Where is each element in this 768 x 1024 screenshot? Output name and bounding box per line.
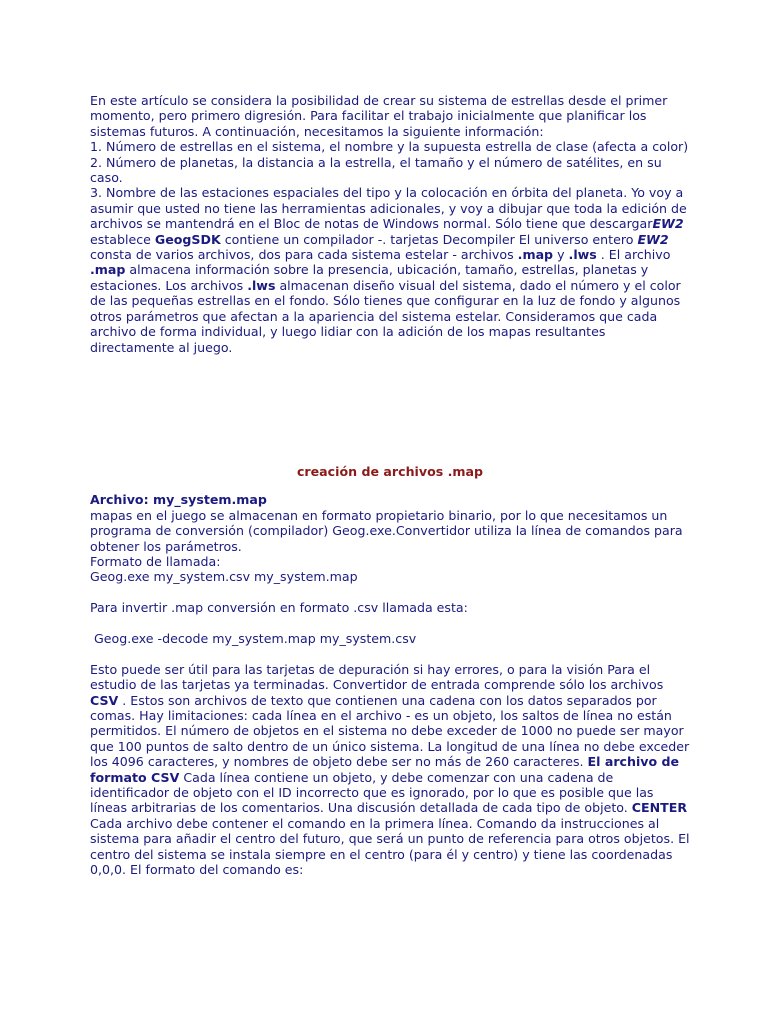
file-label: Archivo: my_system.map <box>90 492 267 508</box>
p2-text-c: Cada línea contiene un objeto, y debe comenzar con una cadena de identificador de objeto con el ID incorrecto que es ignorado, por lo que es posible que las líneas arbitrarias de los comentarios. Una discusión detallada de cada tipo de objeto. <box>90 769 654 816</box>
list-item-3-text-b: establece <box>90 231 155 247</box>
csv-term: CSV <box>90 692 119 708</box>
p2-text-d: Cada archivo debe contener el comando en la primera línea. Comando da instrucciones al sistema para añadir el centro del futuro, que será un punto de referencia para otros objetos. El centro del sistema se instala siempre en el centro (para él y centro) y tiene las coordenadas 0,0,0. El formato del comando es: <box>90 815 690 878</box>
map-section <box>90 492 690 877</box>
list-item-3 <box>90 185 690 354</box>
map-ext-term-2: .map <box>90 262 126 278</box>
command-line-1: Geog.exe my_system.csv my_system.map <box>90 569 358 585</box>
center-term: CENTER <box>631 800 688 816</box>
intro-paragraph: En este artículo se considera la posibilidad de crear su sistema de estrellas desde el primer momento, pero primero digresión. Para facilitar el trabajo inicialmente que planificar los sistemas futuros. A continuación, necesitamos la siguiente información: <box>90 93 668 139</box>
ew2-term: EW2 <box>652 216 684 232</box>
list-item-3-text-g: almacena información sobre la presencia, ubicación, tamaño, estrellas, planetas y estaciones. Los archivos <box>90 262 649 293</box>
p2-text-b: . Estos son archivos de texto que contienen una cadena con los datos separados por comas. Hay limitaciones: cada línea en el archivo - es un objeto, los saltos de línea no están permitidos. El número de objetos en el sistema no debe exceder de 1000 no puede ser mayor que 100 puntos de salto dentro de un único sistema. La longitud de una línea no debe exceder los 4096 caracteres, y nombres de objeto debe ser no más de 260 caracteres. <box>90 692 690 770</box>
list-item-3-text-c: contiene un compilador -. tarjetas Decompiler El universo entero <box>220 231 638 247</box>
geogsdk-term: GeogSDK <box>154 231 221 247</box>
intro-section <box>90 93 690 355</box>
list-item-3-text-d: consta de varios archivos, dos para cada sistema estelar - archivos <box>90 247 518 263</box>
map-ext-term: .map <box>517 247 554 263</box>
lws-ext-term: .lws <box>568 247 597 263</box>
list-item-2: 2. Número de planetas, la distancia a la estrella, el tamaño y el número de satélites, en su caso. <box>90 154 662 186</box>
blank-line <box>90 646 690 661</box>
list-item-3-text-h: almacenan diseño visual del sistema, dado el número y el color de las pequeñas estrellas en el fondo. Sólo tienes que configurar en la luz de fondo y algunos otros parámetros que afectan a la apariencia del sistema estelar. Consideramos que cada archivo de forma individual, y luego lidiar con la adición de los mapas resultantes directamente al juego. <box>90 277 681 355</box>
spacer <box>90 355 690 464</box>
blank-line <box>90 616 690 631</box>
csv-format-term: El archivo de formato CSV <box>90 754 680 785</box>
file-label-line <box>90 492 690 507</box>
ew2-term-2: EW2 <box>637 231 669 247</box>
lws-ext-term-2: .lws <box>247 277 276 293</box>
invert-paragraph: Para invertir .map conversión en formato .csv llamada esta: <box>90 600 468 616</box>
list-item-3-text-e: y <box>553 247 569 263</box>
section-paragraph-2 <box>90 662 690 878</box>
call-format-label: Formato de llamada: <box>90 553 221 569</box>
document-body <box>90 93 690 877</box>
section-paragraph-1: mapas en el juego se almacenan en formato propietario binario, por lo que necesitamos un programa de conversión (compilador) Geog.exe.Convertidor utiliza la línea de comandos para obtener los parámetros. <box>90 507 683 554</box>
section-heading: creación de archivos .map <box>296 463 484 479</box>
list-item-3-text-a: 3. Nombre de las estaciones espaciales del tipo y la colocación en órbita del planeta. Yo voy a asumir que usted no tiene las herramientas adicionales, y voy a dibujar que toda la edición de archivos se mantendrá en el Bloc de notas de Windows normal. Sólo tiene que descargar <box>90 185 687 232</box>
p2-text-a: Esto puede ser útil para las tarjetas de depuración si hay errores, o para la visión Para el estudio de las tarjetas ya terminadas. Convertidor de entrada comprende sólo los archivos <box>90 661 664 693</box>
command-line-2: Geog.exe -decode my_system.map my_system.csv <box>90 630 417 646</box>
list-item-3-text-f: . El archivo <box>596 247 671 263</box>
blank-line <box>90 585 690 600</box>
list-item-1: 1. Número de estrellas en el sistema, el nombre y la supuesta estrella de clase (afecta a color) <box>90 139 689 155</box>
